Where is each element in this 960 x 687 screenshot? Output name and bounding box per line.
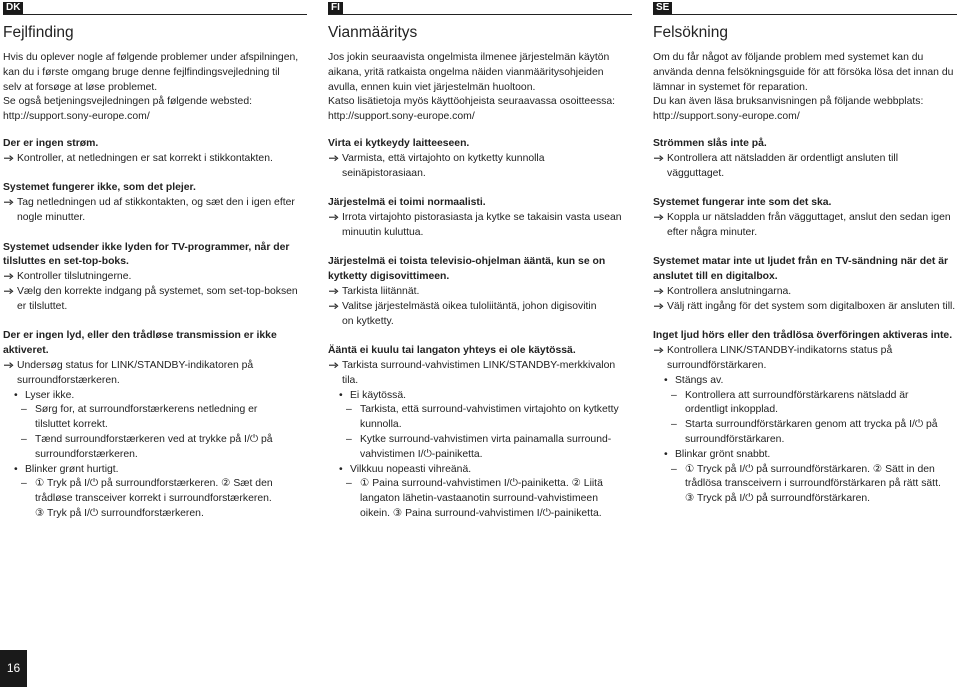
- sub-step-continued: [328, 492, 632, 507]
- step-text: Tarkista surround-vahvistimen LINK/STANDBY-merkkivalon tila.: [342, 359, 616, 386]
- problem-title: Der er ingen lyd, eller den trådløse transmission er ikke: [3, 330, 277, 342]
- arrow-icon: [653, 152, 667, 168]
- problem-title: Strömmen slås inte på.: [653, 138, 767, 149]
- status-bullet: [653, 374, 957, 389]
- column-dk: [3, 2, 307, 537]
- bullet-icon: •: [664, 374, 668, 386]
- dash-icon: –: [671, 419, 677, 431]
- step-text: vahvistimen I/⏻-painiketta.: [360, 448, 483, 460]
- arrow-icon: [3, 152, 17, 168]
- step-text: nogle minutter.: [17, 211, 86, 223]
- arrow-icon: [653, 211, 667, 227]
- solution-step-continued: [328, 226, 632, 241]
- problem-title: Inget ljud hörs eller den trådlösa överföringen aktiveras inte.: [653, 330, 953, 342]
- intro-line: Se også betjeningsvejledningen på følgende websted:: [3, 96, 252, 108]
- solution-step: [3, 359, 307, 374]
- step-text: ① Paina surround-vahvistimen I/⏻-painiketta. ② Liitä: [360, 478, 603, 490]
- intro-line: selv at forsøge at løse problemet.: [3, 81, 158, 93]
- problem-entry: [653, 329, 957, 507]
- solution-step: [328, 152, 632, 167]
- page-number: 16: [0, 650, 27, 687]
- arrow-icon: [3, 196, 17, 212]
- solution-step: [653, 300, 957, 315]
- problem-title: Der er ingen strøm.: [3, 138, 99, 149]
- step-text: Kontrollera anslutningarna.: [667, 285, 792, 297]
- step-text: surroundförstärkaren.: [685, 433, 785, 445]
- step-text: kunnolla.: [360, 419, 402, 431]
- step-text: trådløse transceiver korrekt i surroundforstærkeren.: [35, 493, 272, 505]
- step-text: Ei käytössä.: [350, 389, 407, 401]
- solution-step-continued: [3, 374, 307, 389]
- solution-step-continued: [653, 359, 957, 374]
- sub-step-continued: [328, 448, 632, 463]
- lang-tag: DK: [3, 2, 23, 14]
- arrow-icon: [3, 359, 17, 375]
- intro-line: Hvis du oplever nogle af følgende problemer under afspilningen,: [3, 52, 299, 63]
- step-text: Tænd surroundforstærkeren ved at trykke på I/⏻ på: [35, 433, 273, 445]
- problem-title: Virta ei kytkeydy laitteeseen.: [328, 138, 470, 149]
- lang-tag: SE: [653, 2, 672, 14]
- sub-step: [328, 403, 632, 418]
- problem-title: Järjestelmä ei toista televisio-ohjelman ääntä, kun se on: [328, 256, 606, 268]
- problem-entry: [328, 255, 632, 329]
- step-text: ① Tryk på I/⏻ på surroundforstærkeren. ② Sæt den: [35, 478, 273, 490]
- intro-line: http://support.sony-europe.com/: [328, 111, 475, 123]
- arrow-icon: [3, 270, 17, 286]
- problem-entry: [653, 196, 957, 240]
- dash-icon: –: [21, 478, 27, 490]
- problem-title: Systemet fungerer ikke, som det plejer.: [3, 182, 196, 194]
- step-text: Vælg den korrekte indgang på systemet, som set-top-boksen: [17, 285, 298, 297]
- dash-icon: –: [346, 433, 352, 445]
- step-text: Irrota virtajohto pistorasiasta ja kytke se takaisin vasta usean: [342, 211, 622, 223]
- step-text: tilsluttet korrekt.: [35, 419, 108, 431]
- step-text: minuutin kuluttua.: [342, 226, 424, 238]
- step-text: Kontrollera LINK/STANDBY-indikatorns status på: [667, 345, 893, 357]
- sub-step-continued: [3, 507, 307, 522]
- intro-line: Jos jokin seuraavista ongelmista ilmenee järjestelmän käytön: [328, 52, 610, 63]
- status-bullet: [328, 463, 632, 478]
- step-text: ordentligt inkopplad.: [685, 404, 779, 416]
- step-text: oikein. ③ Paina surround-vahvistimen I/⏻-painiketta.: [360, 507, 602, 519]
- step-text: er tilsluttet.: [17, 300, 68, 312]
- step-text: Sørg for, at surroundforstærkerens netledning er: [35, 404, 258, 416]
- bullet-icon: •: [339, 389, 343, 401]
- step-text: Tag netledningen ud af stikkontakten, og sæt den i igen efter: [17, 197, 295, 209]
- problem-entry: [3, 137, 307, 167]
- problem-title: anslutet till en digitalbox.: [653, 271, 778, 283]
- solution-step: [653, 344, 957, 359]
- sub-step-continued: [653, 492, 957, 507]
- step-text: Blinker grønt hurtigt.: [25, 463, 119, 475]
- sub-step: [653, 418, 957, 433]
- intro: [3, 51, 307, 137]
- step-text: Tarkista liitännät.: [342, 285, 420, 297]
- problem-title: Ääntä ei kuulu tai langaton yhteys ei ole käytössä.: [328, 345, 576, 357]
- problem-entry: [3, 181, 307, 225]
- problem-entry: [328, 344, 632, 522]
- sub-step: [653, 389, 957, 404]
- problem-title: Systemet fungerar inte som det ska.: [653, 197, 832, 209]
- intro-line: avulla, ennen kuin viet järjestelmän huoltoon.: [328, 81, 536, 93]
- solution-step: [3, 285, 307, 300]
- section-title: Vianmääritys: [328, 24, 418, 41]
- step-text: langaton lähetin-vastaanotin surround-vahvistimeen: [360, 493, 598, 505]
- step-text: Tarkista, että surround-vahvistimen virtajohto on kytketty: [360, 404, 619, 416]
- step-text: efter några minuter.: [667, 226, 758, 238]
- solution-step-continued: [328, 167, 632, 182]
- sub-step-continued: [653, 433, 957, 448]
- problem-list: [3, 137, 307, 522]
- problem-title: Systemet matar inte ut ljudet från en TV-sändning när det är: [653, 256, 949, 268]
- problem-title: aktiveret.: [3, 345, 49, 357]
- status-bullet: [3, 389, 307, 404]
- arrow-icon: [328, 300, 342, 316]
- sub-step: [3, 403, 307, 418]
- lang-bar: [3, 2, 307, 15]
- solution-step-continued: [653, 226, 957, 241]
- solution-step: [328, 300, 632, 315]
- dash-icon: –: [671, 389, 677, 401]
- arrow-icon: [328, 152, 342, 168]
- step-text: Blinkar grönt snabbt.: [675, 448, 771, 460]
- solution-step: [653, 211, 957, 226]
- step-text: surroundforstærkeren.: [35, 448, 138, 460]
- step-text: Starta surroundförstärkaren genom att trycka på I/⏻ på: [685, 419, 938, 431]
- solution-step: [328, 211, 632, 226]
- arrow-icon: [328, 211, 342, 227]
- sub-step: [328, 433, 632, 448]
- arrow-icon: [328, 285, 342, 301]
- step-text: Kontroller tilslutningerne.: [17, 271, 132, 283]
- intro-line: Om du får något av följande problem med systemet kan du: [653, 52, 924, 63]
- solution-step-continued: [653, 167, 957, 182]
- sub-step-continued: [328, 507, 632, 522]
- dash-icon: –: [346, 404, 352, 416]
- solution-step: [3, 196, 307, 211]
- step-text: Valitse järjestelmästä oikea tuloliitäntä, johon digisovitin: [342, 300, 597, 312]
- intro-line: http://support.sony-europe.com/: [3, 111, 150, 123]
- bullet-icon: •: [339, 463, 343, 475]
- sub-step-continued: [653, 477, 957, 492]
- problem-entry: [3, 241, 307, 315]
- step-text: ③ Tryk på I/⏻ surroundforstærkeren.: [35, 507, 204, 519]
- problem-title: tilsluttes en set-top-boks.: [3, 256, 129, 268]
- problem-entry: [3, 329, 307, 521]
- sub-step-continued: [328, 418, 632, 433]
- solution-step: [653, 285, 957, 300]
- problem-title: Järjestelmä ei toimi normaalisti.: [328, 197, 486, 209]
- step-text: Kontrollera att nätsladden är ordentligt ansluten till: [667, 152, 899, 164]
- lang-bar: [328, 2, 632, 15]
- step-text: Undersøg status for LINK/STANDBY-indikatoren på: [17, 359, 254, 371]
- solution-step: [328, 359, 632, 389]
- step-text: ① Tryck på I/⏻ på surroundförstärkaren. ② Sätt in den: [685, 463, 935, 475]
- problem-list: [328, 137, 632, 522]
- problem-entry: [653, 137, 957, 181]
- problem-entry: [653, 255, 957, 314]
- step-text: on kytketty.: [342, 315, 394, 327]
- step-text: ③ Tryck på I/⏻ på surroundförstärkaren.: [685, 493, 871, 505]
- solution-step: [328, 285, 632, 300]
- intro-line: Katso lisätietoja myös käyttöohjeista seuraavassa osoitteessa:: [328, 96, 616, 108]
- dash-icon: –: [21, 433, 27, 445]
- column-se: [653, 2, 957, 522]
- step-text: vägguttaget.: [667, 167, 725, 179]
- sub-step: [3, 433, 307, 448]
- problem-title: Systemet udsender ikke lyden for TV-programmer, når der: [3, 241, 290, 253]
- status-bullet: [328, 389, 632, 404]
- solution-step-continued: [328, 315, 632, 330]
- status-bullet: [653, 448, 957, 463]
- solution-step: [653, 152, 957, 167]
- problem-list: [653, 137, 957, 507]
- bullet-icon: •: [664, 448, 668, 460]
- sub-step-continued: [653, 403, 957, 418]
- step-text: Lyser ikke.: [25, 389, 75, 401]
- solution-step: [3, 152, 307, 167]
- sub-step: [328, 477, 632, 492]
- step-text: seinäpistorasiaan.: [342, 167, 426, 179]
- arrow-icon: [653, 344, 667, 360]
- arrow-icon: [653, 300, 667, 316]
- step-text: Varmista, että virtajohto on kytketty kunnolla: [342, 152, 545, 164]
- dash-icon: –: [671, 463, 677, 475]
- intro-line: aikana, yritä ratkaista ongelma näiden vianmääritysohjeiden: [328, 66, 604, 78]
- arrow-icon: [653, 285, 667, 301]
- intro-line: lämnar in systemet för reparation.: [653, 81, 808, 93]
- solution-step-continued: [3, 300, 307, 315]
- step-text: Välj rätt ingång för det system som digitalboxen är ansluten till.: [667, 300, 956, 312]
- sub-step: [3, 477, 307, 492]
- lang-tag: FI: [328, 2, 343, 14]
- arrow-icon: [3, 285, 17, 301]
- step-text: Kytke surround-vahvistimen virta painamalla surround-: [360, 433, 612, 445]
- lang-bar: [653, 2, 957, 15]
- step-text: trådlösa transceivern i surroundförstärkaren på rätt sätt.: [685, 478, 941, 490]
- sub-step-continued: [3, 448, 307, 463]
- sub-step: [653, 463, 957, 478]
- step-text: Stängs av.: [675, 374, 724, 386]
- section-title: Fejlfinding: [3, 24, 74, 41]
- status-bullet: [3, 463, 307, 478]
- intro-line: kan du i første omgang bruge denne fejlfindingsvejledning til: [3, 66, 280, 78]
- problem-entry: [328, 196, 632, 240]
- bullet-icon: •: [14, 389, 18, 401]
- intro: [328, 51, 632, 137]
- solution-step: [3, 270, 307, 285]
- step-text: Kontrollera att surroundförstärkarens nätsladd är: [685, 389, 909, 401]
- problem-entry: [328, 137, 632, 181]
- sub-step-continued: [3, 418, 307, 433]
- sub-step-continued: [3, 492, 307, 507]
- intro-line: använda denna felsökningsguide för att försöka lösa det innan du: [653, 66, 954, 78]
- intro-line: Du kan även läsa bruksanvisningen på följande webbplats:: [653, 96, 924, 108]
- intro-line: http://support.sony-europe.com/: [653, 111, 800, 123]
- step-text: Vilkkuu nopeasti vihreänä.: [350, 463, 472, 475]
- section-title: Felsökning: [653, 24, 728, 41]
- bullet-icon: •: [14, 463, 18, 475]
- solution-step-continued: [3, 211, 307, 226]
- column-fi: [328, 2, 632, 537]
- problem-title: kytketty digisovittimeen.: [328, 271, 450, 283]
- step-text: Kontroller, at netledningen er sat korrekt i stikkontakten.: [17, 152, 273, 164]
- dash-icon: –: [346, 478, 352, 490]
- dash-icon: –: [21, 404, 27, 416]
- arrow-icon: [328, 359, 342, 375]
- step-text: Koppla ur nätsladden från vägguttaget, anslut den sedan igen: [667, 211, 951, 223]
- step-text: surroundforstærkeren.: [17, 374, 120, 386]
- intro: [653, 51, 957, 137]
- step-text: surroundförstärkaren.: [667, 359, 767, 371]
